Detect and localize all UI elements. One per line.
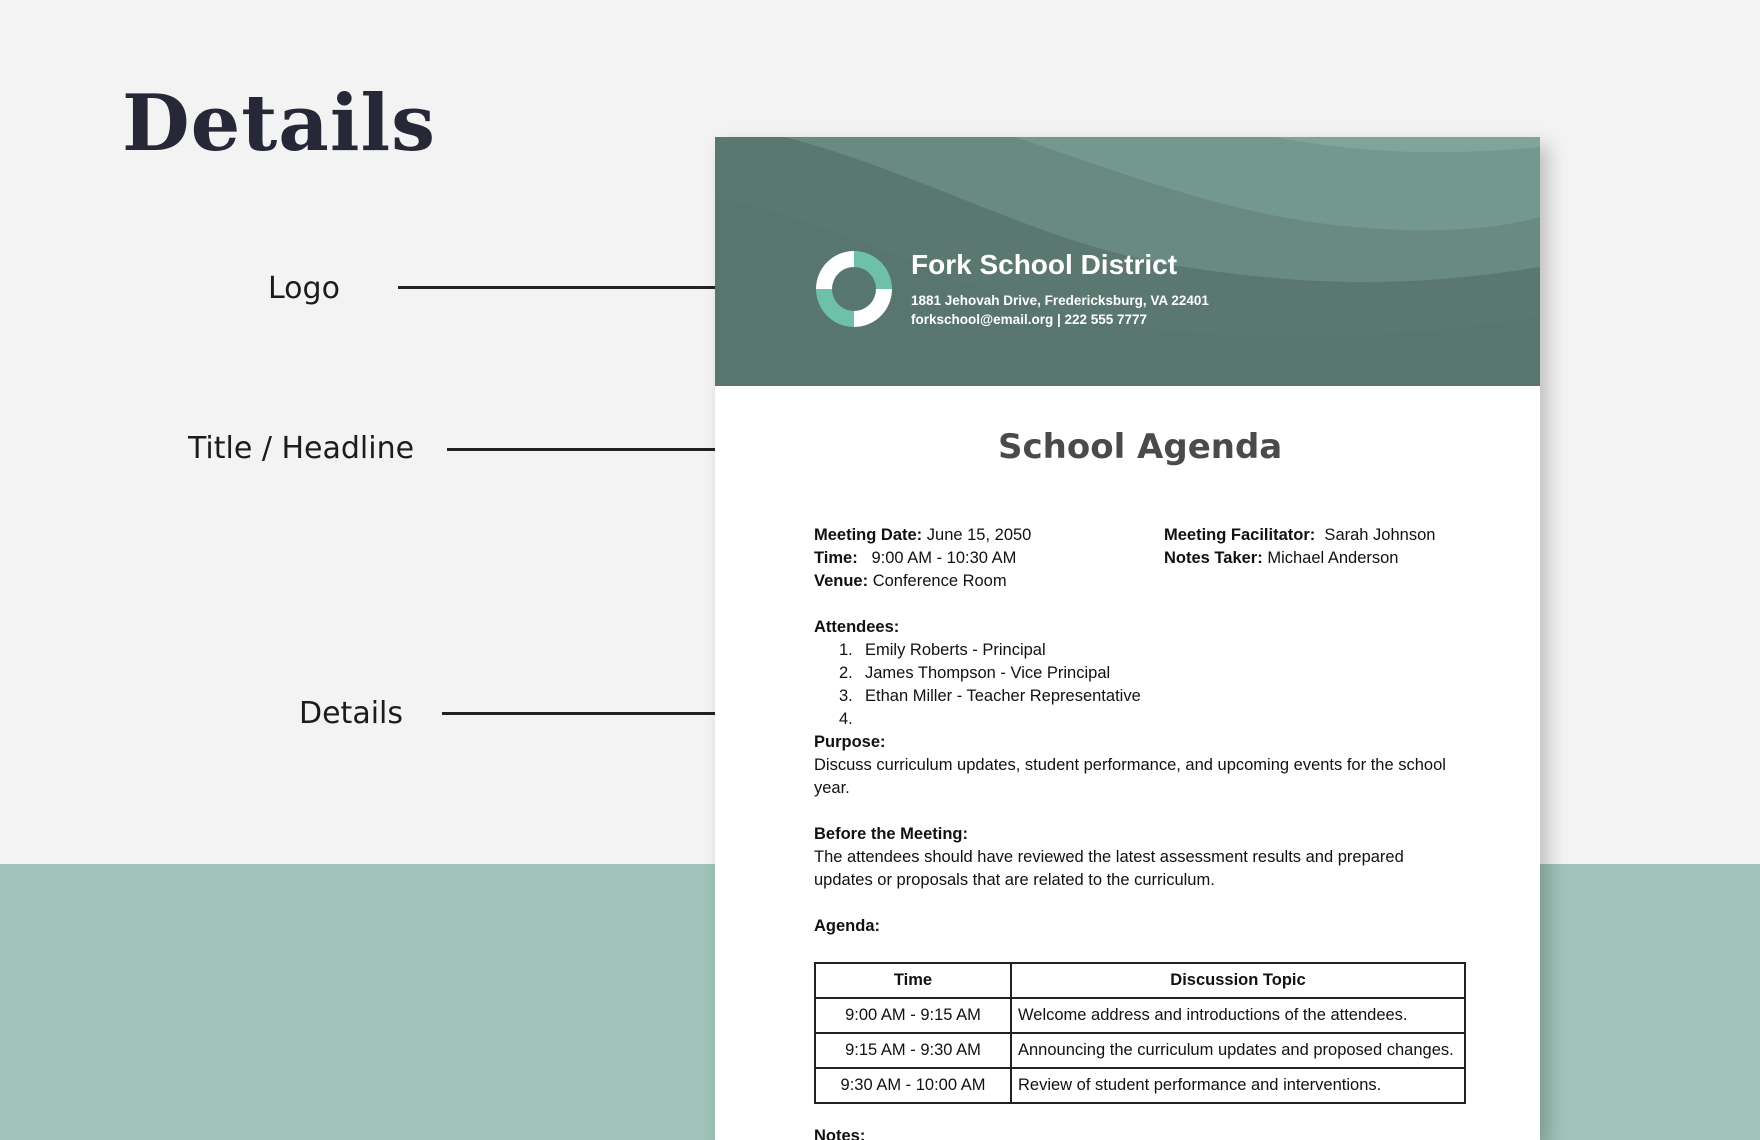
list-item-text: Emily Roberts - Principal [865,641,1046,659]
table-cell-time: 9:00 AM - 9:15 AM [815,998,1011,1033]
agenda-document [715,137,1540,1140]
table-cell-topic: Welcome address and introductions of the attendees. [1011,998,1465,1033]
notes-label [814,1125,865,1140]
purpose-label: Purpose: [814,733,886,751]
attendees-label [814,616,899,639]
column-header-topic: Discussion Topic [1011,963,1465,998]
org-address: 1881 Jehovah Drive, Fredericksburg, VA 22401 [911,293,1209,308]
table-row [815,998,1465,1033]
document-title: School Agenda [998,427,1283,467]
list-item-number: 2. [839,664,853,682]
meeting-info-right [1164,524,1435,570]
meeting-date-row [814,524,1031,547]
notes-taker-value: Michael Anderson [1262,549,1399,567]
callout-details-label: Details [299,696,404,731]
table-cell-time: 9:15 AM - 9:30 AM [815,1033,1011,1068]
facilitator-row [1164,524,1435,547]
callout-logo-label: Logo [268,271,340,306]
list-item [839,708,1141,731]
circular-arrows-logo-icon [812,247,896,331]
table-header-row [815,963,1465,998]
meeting-time-row [814,547,1031,570]
purpose-section [814,731,1454,800]
list-item-text: James Thompson - Vice Principal [865,664,1111,682]
meeting-date-value: June 15, 2050 [922,526,1032,544]
meeting-info-left [814,524,1031,593]
meeting-time-value: 9:00 AM - 10:30 AM [857,549,1017,567]
document-header [715,137,1540,386]
table-cell-topic: Announcing the curriculum updates and proposed changes. [1011,1033,1465,1068]
attendees-list [839,639,1141,731]
agenda-label [814,915,880,938]
org-name: Fork School District [911,249,1178,280]
facilitator-label: Meeting Facilitator: [1164,526,1316,544]
table-row [815,1068,1465,1103]
list-item-number: 1. [839,641,853,659]
list-item-number: 4. [839,710,853,728]
page-heading: Details [122,78,437,169]
table-cell-time: 9:30 AM - 10:00 AM [815,1068,1011,1103]
callout-title-label: Title / Headline [188,431,415,466]
notes-label-text: Notes: [814,1127,866,1140]
agenda-table [814,962,1466,1104]
purpose-text: Discuss curriculum updates, student performance, and upcoming events for the school year. [814,756,1446,797]
meeting-venue-value: Conference Room [868,572,1007,590]
notes-taker-label: Notes Taker: [1164,549,1263,567]
column-header-time: Time [815,963,1011,998]
meeting-date-label: Meeting Date: [814,526,923,544]
list-item-number: 3. [839,687,853,705]
agenda-label-text: Agenda: [814,917,880,935]
list-item [839,639,1141,662]
facilitator-value: Sarah Johnson [1315,526,1436,544]
meeting-venue-label: Venue: [814,572,869,590]
table-row [815,1033,1465,1068]
attendees-label-text: Attendees: [814,618,900,636]
list-item [839,685,1141,708]
notes-taker-row [1164,547,1435,570]
before-meeting-section [814,823,1454,892]
meeting-venue-row [814,570,1031,593]
meeting-time-label: Time: [814,549,858,567]
list-item-text: Ethan Miller - Teacher Representative [865,687,1141,705]
org-contact: forkschool@email.org | 222 555 7777 [911,312,1148,327]
before-meeting-text: The attendees should have reviewed the latest assessment results and prepared updates or proposals that are related to the curriculum. [814,848,1404,889]
before-meeting-label: Before the Meeting: [814,825,969,843]
list-item [839,662,1141,685]
table-cell-topic: Review of student performance and interventions. [1011,1068,1465,1103]
